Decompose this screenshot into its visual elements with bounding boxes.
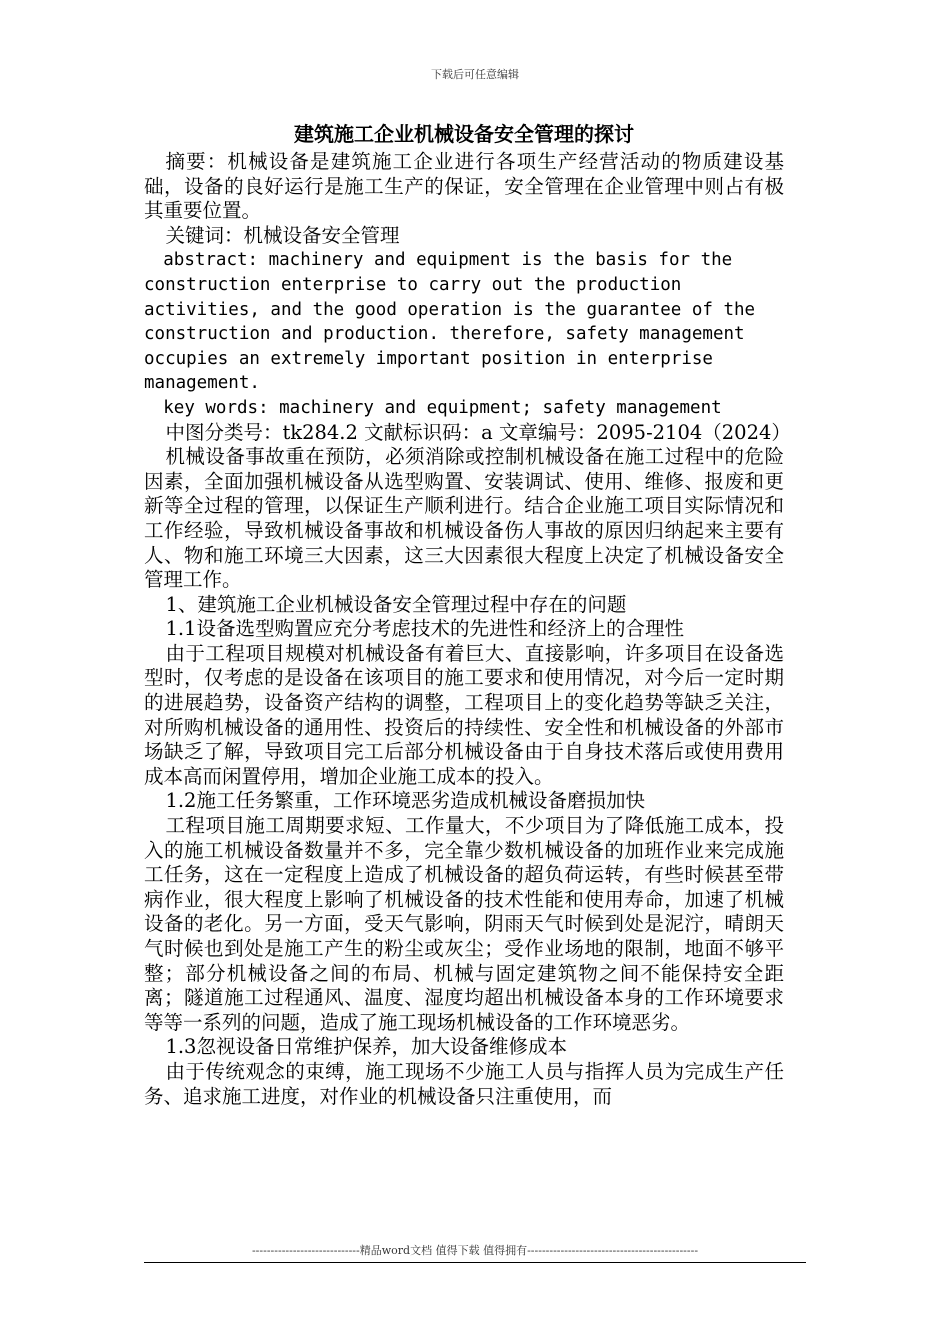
body-paragraph: key words: machinery and equipment; safety management	[163, 397, 722, 418]
section-heading: 1.2施工任务繁重，工作环境恶劣造成机械设备磨损加快	[165, 789, 645, 813]
body-paragraph: 关键词：机械设备安全管理	[165, 223, 400, 247]
body-paragraph: 中图分类号：tk284.2 文献标识码：a 文章编号：2095-2104（2024）	[165, 420, 791, 444]
section-heading: 1.3忽视设备日常维护保养，加大设备维修成本	[165, 1035, 567, 1059]
page-header-note: 下载后可任意编辑	[431, 68, 519, 81]
article-paragraphs	[144, 150, 791, 1109]
body-paragraph: abstract: machinery and equipment is the basis for the construction enterprise to carry out the production activities, and the good operation is the guarantee of the construction and production. therefore, safety management occupies an extremely important position in enterprise management.	[144, 250, 756, 394]
body-paragraph: 由于传统观念的束缚，施工现场不少施工人员与指挥人员为完成生产任务、追求施工进度，对作业的机械设备只注重使用，而	[144, 1059, 784, 1108]
footer-text: -----------------------------精品word文档 值得下载 值得拥有----------------------------------------------	[251, 1244, 699, 1257]
page-footer	[144, 1244, 806, 1263]
body-paragraph: 工程项目施工周期要求短、工作量大，不少项目为了降低施工成本，投入的施工机械设备数量并不多，完全靠少数机械设备的加班作业来完成施工任务，这在一定程度上造成了机械设备的超负荷运转，有些时候甚至带病作业，很大程度上影响了机械设备的技术性能和使用寿命，加速了机械设备的老化。另一方面，受天气影响，阴雨天气时候到处是泥泞，晴朗天气时候也到处是施工产生的粉尘或灰尘；受作业场地的限制，地面不够平整；部分机械设备之间的布局、机械与固定建筑物之间不能保持安全距离；隧道施工过程通风、温度、湿度均超出机械设备本身的工作环境要求等等一系列的问题，造成了施工现场机械设备的工作环境恶劣。	[144, 814, 784, 1034]
body-paragraph: 摘要：机械设备是建筑施工企业进行各项生产经营活动的物质建设基础，设备的良好运行是施工生产的保证，安全管理在企业管理中则占有极其重要位置。	[144, 150, 784, 223]
body-paragraph: 机械设备事故重在预防，必须消除或控制机械设备在施工过程中的危险因素，全面加强机械设备从选型购置、安装调试、使用、维修、报废和更新等全过程的管理，以保证生产顺利进行。结合企业施工项目实际情况和工作经验，导致机械设备事故和机械设备伤人事故的原因归纳起来主要有人、物和施工环境三大因素，这三大因素很大程度上决定了机械设备安全管理工作。	[144, 445, 784, 592]
section-heading: 1、建筑施工企业机械设备安全管理过程中存在的问题	[165, 592, 627, 616]
footer-divider	[144, 1262, 806, 1263]
article-title: 建筑施工企业机械设备安全管理的探讨	[294, 122, 634, 146]
section-heading: 1.1设备选型购置应充分考虑技术的先进性和经济上的合理性	[165, 617, 684, 641]
article-body	[144, 120, 791, 1109]
body-paragraph: 由于工程项目规模对机械设备有着巨大、直接影响，许多项目在设备选型时，仅考虑的是设备在该项目的施工要求和使用情况，对今后一定时期的进展趋势，设备资产结构的调整，工程项目上的变化趋势等缺乏关注，对所购机械设备的通用性、投资后的持续性、安全性和机械设备的外部市场缺乏了解，导致项目完工后部分机械设备由于自身技术落后或使用费用成本高而闲置停用，增加企业施工成本的投入。	[144, 641, 784, 788]
